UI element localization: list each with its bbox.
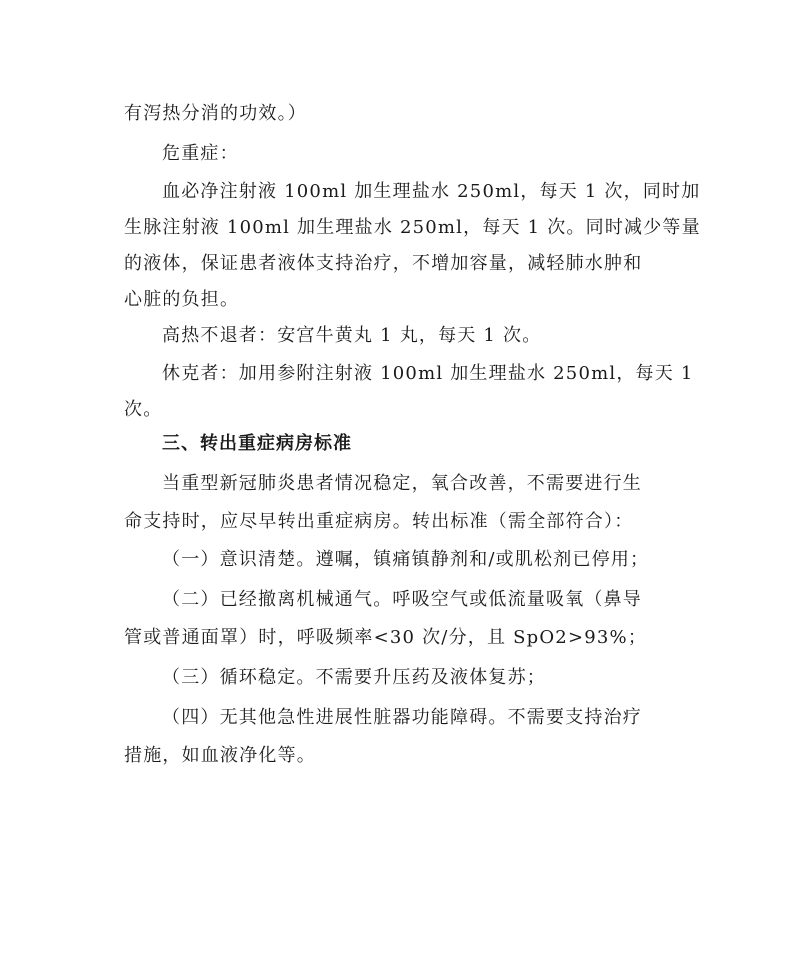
criterion-1: （一）意识清楚。遵嘱，镇痛镇静剂和/或肌松剂已停用； <box>162 549 650 570</box>
text-line: 次。 <box>124 399 163 420</box>
text-line: 命支持时，应尽早转出重症病房。转出标准（需全部符合）： <box>124 511 634 532</box>
text-line: 心脏的负担。 <box>124 289 240 310</box>
text-line: 有泻热分消的功效。） <box>124 103 307 124</box>
text-line: 管或普通面罩）时，呼吸频率<30 次/分，且 SpO2>93%； <box>124 627 648 648</box>
criterion-4: （四）无其他急性进展性脏器功能障碍。不需要支持治疗 <box>162 707 642 728</box>
text-line: 休克者：加用参附注射液 100ml 加生理盐水 250ml，每天 1 <box>162 363 694 384</box>
section-heading: 三、转出重症病房标准 <box>162 433 352 454</box>
subheading-critical: 危重症： <box>162 143 239 164</box>
text-line: 的液体，保证患者液体支持治疗，不增加容量，减轻肺水肿和 <box>124 253 643 274</box>
criterion-3: （三）循环稳定。不需要升压药及液体复苏； <box>162 667 546 688</box>
criterion-2: （二）已经撤离机械通气。呼吸空气或低流量吸氧（鼻导 <box>162 589 642 610</box>
text-line: 生脉注射液 100ml 加生理盐水 250ml，每天 1 次。同时减少等量 <box>124 217 701 238</box>
text-line: 措施，如血液净化等。 <box>124 745 316 766</box>
text-line: 高热不退者：安宫牛黄丸 1 丸，每天 1 次。 <box>162 325 542 346</box>
text-line: 血必净注射液 100ml 加生理盐水 250ml，每天 1 次，同时加 <box>162 181 701 202</box>
text-line: 当重型新冠肺炎患者情况稳定，氧合改善，不需要进行生 <box>162 473 642 494</box>
